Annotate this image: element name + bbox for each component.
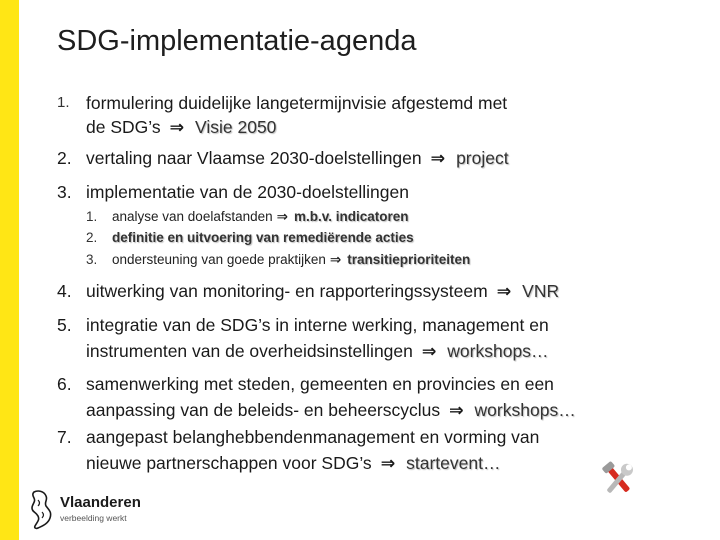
arrow-icon: ⇒: [380, 453, 396, 473]
arrow-icon: ⇒: [329, 252, 342, 267]
logo-name: Vlaanderen: [60, 494, 141, 511]
sub-item-text: definitie en uitvoering van remediërende acties: [112, 230, 414, 245]
sub-item-result: m.b.v. indicatoren: [293, 209, 409, 224]
sub-item-3: [86, 251, 470, 269]
item-result: workshops…: [447, 341, 549, 361]
vlaanderen-logo: [28, 488, 168, 532]
sub-item-number: 3.: [86, 252, 98, 267]
item-number: 3.: [57, 182, 72, 202]
item-text-line: uitwerking van monitoring- en rapporteringssysteem: [86, 281, 488, 301]
item-number: 1.: [57, 94, 70, 111]
tools-icon: [596, 458, 642, 502]
item-number: 2.: [57, 148, 72, 168]
arrow-icon: ⇒: [421, 341, 437, 361]
accent-stripe: [0, 0, 19, 540]
item-number: 7.: [57, 427, 72, 447]
arrow-icon: ⇒: [276, 209, 288, 224]
sub-item-number: 2.: [86, 230, 98, 245]
logo-slogan: verbeelding werkt: [60, 513, 127, 523]
item-number: 4.: [57, 281, 72, 301]
item-text-line: implementatie van de 2030-doelstellingen: [86, 182, 409, 202]
sub-item-1: [86, 208, 408, 226]
item-number: 5.: [57, 315, 72, 335]
item-text-line: aanpassing van de beleids- en beheerscyclus: [86, 400, 441, 420]
item-result: startevent…: [406, 453, 501, 473]
sub-item-text: analyse van doelafstanden: [112, 209, 273, 224]
item-result: project: [456, 148, 509, 168]
item-text-line: integratie van de SDG’s in interne werking, management en: [86, 315, 549, 335]
item-text-line: de SDG’s: [86, 117, 161, 137]
arrow-icon: ⇒: [430, 148, 446, 168]
sub-item-2: [86, 229, 414, 247]
sub-item-text: ondersteuning van goede praktijken: [112, 252, 326, 267]
arrow-icon: ⇒: [449, 400, 464, 420]
item-number: 6.: [57, 374, 72, 394]
item-text-line: nieuwe partnerschappen voor SDG’s: [86, 453, 372, 473]
item-text-line: formulering duidelijke langetermijnvisie afgestemd met: [86, 93, 508, 113]
item-text-line: samenwerking met steden, gemeenten en provincies en een: [86, 374, 554, 394]
item-text-line: vertaling naar Vlaamse 2030-doelstellingen: [86, 148, 422, 168]
item-result: VNR: [522, 281, 560, 301]
slide-title: SDG-implementatie-agenda: [57, 25, 417, 57]
arrow-icon: ⇒: [496, 281, 512, 301]
item-text-line: aangepast belanghebbendenmanagement en vorming van: [86, 427, 540, 447]
item-result: workshops…: [474, 400, 576, 420]
lion-logo-icon: [28, 488, 54, 532]
item-text-line: instrumenten van de overheidsinstellingen: [86, 341, 413, 361]
sub-item-number: 1.: [86, 209, 98, 224]
item-result: Visie 2050: [195, 117, 277, 137]
arrow-icon: ⇒: [169, 117, 185, 137]
sub-item-result: transitieprioriteiten: [347, 252, 471, 267]
